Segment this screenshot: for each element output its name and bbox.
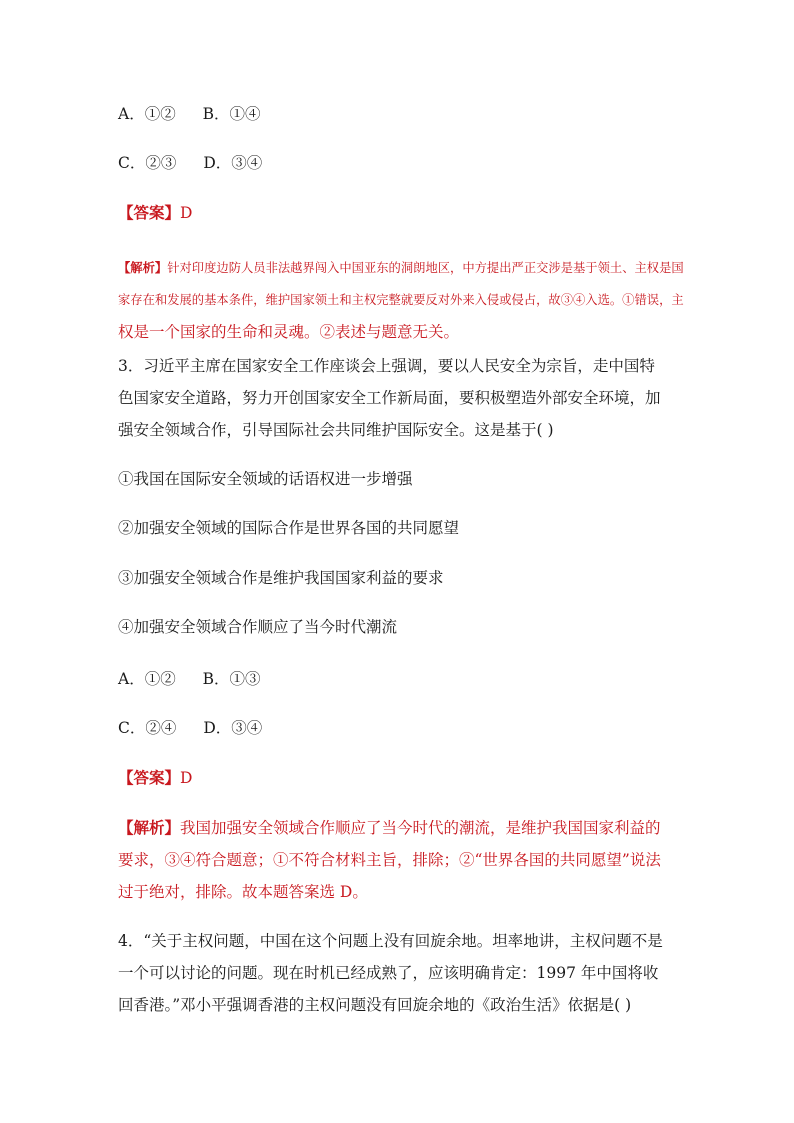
q2-answer xyxy=(118,203,192,223)
q3-stem-line-3: 强安全领域合作，引导国际社会共同维护国际安全。这是基于( ) xyxy=(118,421,554,439)
q2-options-row-2 xyxy=(118,153,262,173)
q3-statement-3: ③加强安全领域合作是维护我国国家利益的要求 xyxy=(118,569,444,587)
q2-option-b: B．①④ xyxy=(202,105,261,123)
q3-stem-line-1: 3．习近平主席在国家安全工作座谈会上强调，要以人民安全为宗旨，走中国特 xyxy=(118,357,655,375)
q3-option-b: B．①③ xyxy=(202,670,261,688)
q3-answer xyxy=(118,768,192,788)
q3-option-a: A．①② xyxy=(118,670,176,688)
q2-answer-tag: 【答案】 xyxy=(118,203,181,222)
q3-analysis-line-3: 过于绝对，排除。故本题答案选 D。 xyxy=(118,883,368,901)
q3-options-row-2 xyxy=(118,718,262,738)
q3-analysis-text-1: 我国加强安全领域合作顺应了当今时代的潮流，是维护我国国家利益的 xyxy=(180,819,661,837)
q4-stem-line-3: 回香港。”邓小平强调香港的主权问题没有回旋余地的《政治生活》依据是( ) xyxy=(118,996,632,1014)
q2-analysis-line-3: 权是一个国家的生命和灵魂。②表述与题意无关。 xyxy=(118,323,460,341)
q3-stem-line-2: 色国家安全道路，努力开创国家安全工作新局面，要积极塑造外部安全环境，加 xyxy=(118,389,661,407)
q2-option-a: A．①② xyxy=(118,105,176,123)
q2-analysis-tag: 【解析】 xyxy=(118,260,168,275)
q3-statement-1: ①我国在国际安全领域的话语权进一步增强 xyxy=(118,470,413,488)
q2-option-c: C．②③ xyxy=(118,154,177,172)
q2-analysis-text-1: 针对印度边防人员非法越界闯入中国亚东的洞朗地区，中方提出严正交涉是基于领土、主权是国 xyxy=(167,261,684,275)
q3-analysis-line-2: 要求，③④符合题意；①不符合材料主旨，排除；②“世界各国的共同愿望”说法 xyxy=(118,851,661,869)
q3-options-row-1 xyxy=(118,669,261,689)
q2-answer-value: D xyxy=(180,204,193,222)
q4-stem-line-1: 4．“关于主权问题，中国在这个问题上没有回旋余地。坦率地讲，主权问题不是 xyxy=(118,932,663,950)
q3-analysis-tag: 【解析】 xyxy=(118,818,181,837)
q3-statement-2: ②加强安全领域的国际合作是世界各国的共同愿望 xyxy=(118,519,460,537)
q3-option-c: C．②④ xyxy=(118,719,177,737)
q3-analysis-line-1 xyxy=(118,818,661,838)
q2-option-d: D．③④ xyxy=(203,154,263,172)
q3-statement-4: ④加强安全领域合作顺应了当今时代潮流 xyxy=(118,618,398,636)
q2-analysis-line-2: 家存在和发展的基本条件，维护国家领土和主权完整就要反对外来入侵或侵占，故③④入选。①错误，主 xyxy=(118,293,684,307)
q2-analysis-line-1 xyxy=(118,258,684,278)
q3-option-d: D．③④ xyxy=(203,719,263,737)
q2-options-row-1 xyxy=(118,104,261,124)
q3-answer-value: D xyxy=(180,769,193,787)
q4-stem-line-2: 一个可以讨论的问题。现在时机已经成熟了，应该明确肯定：1997 年中国将收 xyxy=(118,964,659,982)
q3-answer-tag: 【答案】 xyxy=(118,768,181,787)
